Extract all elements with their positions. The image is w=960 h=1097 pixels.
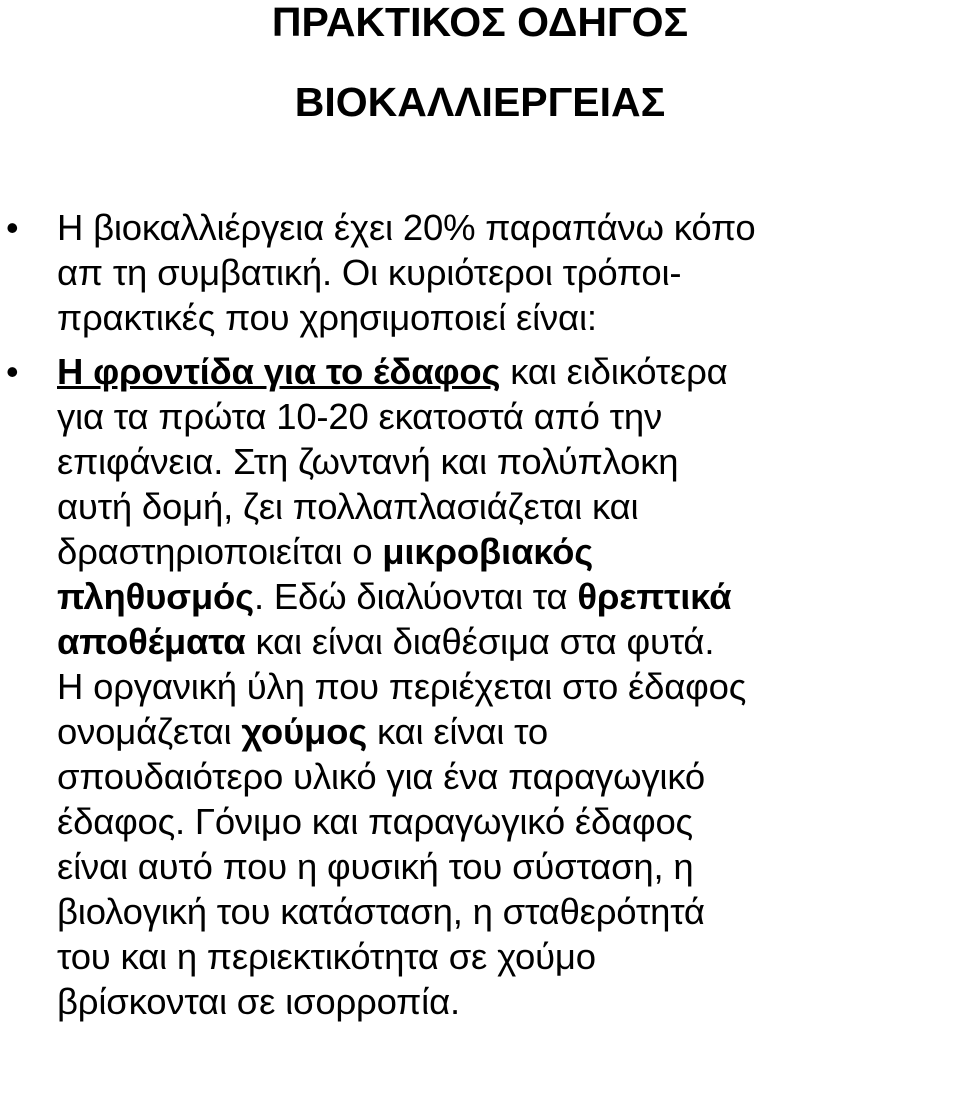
- bullet-2-line-13: βιολογική του κατάσταση, η σταθερότητά: [57, 891, 705, 932]
- bullet-1-line-3: πρακτικές που χρησιμοποιεί είναι:: [57, 297, 597, 338]
- emphasis-nutrient: θρεπτικά: [577, 576, 732, 617]
- emphasis-reserves: αποθέματα: [57, 621, 246, 662]
- bullet-2-line-12: είναι αυτό που η φυσική του σύσταση, η: [57, 846, 694, 887]
- text-span: δραστηριοποιείται ο: [57, 531, 383, 572]
- text-span: και είναι διαθέσιμα στα φυτά.: [245, 621, 715, 662]
- bullet-icon: •: [6, 351, 19, 392]
- bullet-2-line-15: βρίσκονται σε ισορροπία.: [57, 981, 460, 1022]
- text-span: και είναι το: [367, 711, 548, 752]
- bullet-2-line-7: [57, 619, 952, 664]
- bullet-2-line-11: έδαφος. Γόνιμο και παραγωγικό έδαφος: [57, 801, 693, 842]
- text-span: ονομάζεται: [57, 711, 242, 752]
- bullet-2-line-6: [57, 574, 952, 619]
- bullet-2-line-1: [57, 349, 952, 394]
- bullet-2-line-3: επιφάνεια. Στη ζωντανή και πολύπλοκη: [57, 441, 679, 482]
- emphasis-population: πληθυσμός: [57, 576, 254, 617]
- bullet-item-1: [0, 205, 960, 340]
- emphasis-soil-care: Η φροντίδα για το έδαφος: [57, 351, 501, 392]
- bullet-2-line-9: [57, 709, 952, 754]
- bullet-icon: •: [6, 207, 19, 248]
- title-line-2: ΒΙΟΚΑΛΛΙΕΡΓΕΙΑΣ: [294, 79, 666, 125]
- bullet-2-line-8: Η οργανική ύλη που περιέχεται στο έδαφος: [57, 666, 747, 707]
- bullet-2-line-2: για τα πρώτα 10-20 εκατοστά από την: [57, 396, 663, 437]
- bullet-list: [0, 205, 960, 1024]
- bullet-1-line-2: απ τη συμβατική. Οι κυριότεροι τρόποι-: [57, 252, 682, 293]
- title-line-1: ΠΡΑΚΤΙΚΟΣ ΟΔΗΓΟΣ: [271, 0, 689, 45]
- bullet-2-line-4: αυτή δομή, ζει πολλαπλασιάζεται και: [57, 486, 639, 527]
- bullet-2-line-14: του και η περιεκτικότητα σε χούμο: [57, 936, 596, 977]
- bullet-2-line-10: σπουδαιότερο υλικό για ένα παραγωγικό: [57, 756, 706, 797]
- text-span: και ειδικότερα: [500, 351, 728, 392]
- bullet-2-line-5: [57, 529, 952, 574]
- emphasis-humus: χούμος: [241, 711, 368, 752]
- text-span: . Εδώ διαλύονται τα: [253, 576, 578, 617]
- bullet-item-2: [0, 349, 960, 1024]
- bullet-1-line-1: Η βιοκαλλιέργεια έχει 20% παραπάνω κόπο: [57, 207, 756, 248]
- emphasis-microbial: μικροβιακός: [382, 531, 594, 572]
